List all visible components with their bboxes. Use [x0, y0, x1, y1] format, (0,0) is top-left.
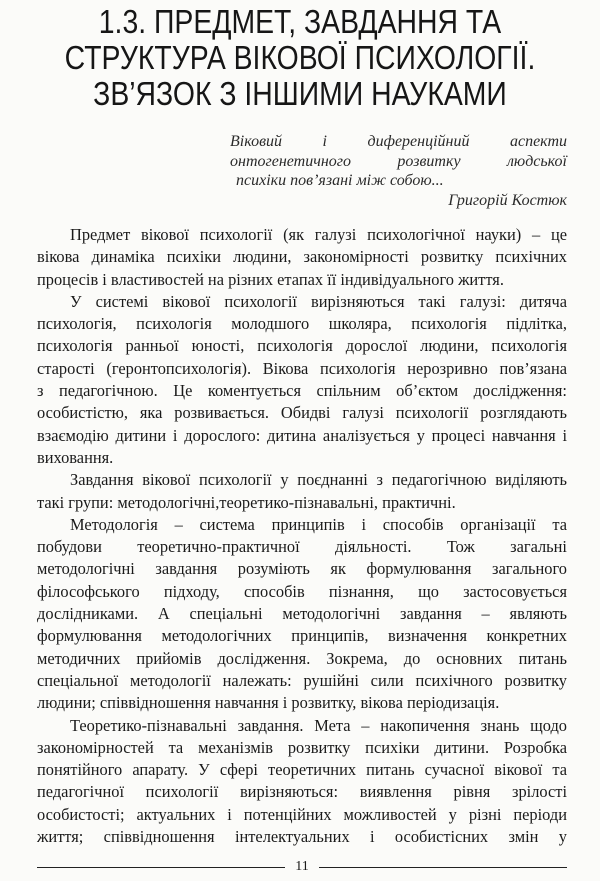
epigraph-author: Григорій Костюк: [448, 191, 567, 209]
text-line: формулювання методологічних принципів, визначення конкретних: [37, 626, 567, 646]
heading-line: СТРУКТУРА ВІКОВОЇ ПСИХОЛОГІЇ.: [64, 39, 536, 76]
text-line: філософського підходу, способів пізнання, що застосовується: [37, 581, 567, 601]
text-line: виховання.: [37, 447, 114, 467]
text-line: педагогічної психології вирізняються: виявлення рівня зрілості: [37, 782, 567, 802]
body-text: [37, 224, 567, 848]
text-line: особистістю, яка розвивається. Обидві галузі психології розглядають: [37, 403, 567, 423]
text-line: такі групи: методологічні,теоретико-пізнавальні, практичні.: [37, 492, 456, 512]
text-line: понятійного апарату. У сфері теоретичних питань сучасної вікової та: [37, 760, 567, 780]
text-line: психологія ранньої юності, психологія дорослої людини, психологія: [37, 336, 567, 356]
text-line: побудови теоретично-практичної діяльності. Тож загальні: [37, 537, 567, 557]
paragraph: [37, 715, 567, 849]
footer-rule-right: [319, 867, 567, 868]
text-line: Методологія – система принципів і способів організації та: [70, 514, 567, 534]
text-line: Завдання вікової психології у поєднанні з педагогічною виділяють: [70, 470, 567, 490]
text-line: Теоретико-пізнавальні завдання. Мета – накопичення знань щодо: [70, 715, 567, 735]
text-line: У системі вікової психології вирізняються такі галузі: дитяча: [70, 291, 567, 311]
paragraph: [37, 224, 567, 291]
epigraph-line: Віковий і диференційний аспекти: [230, 133, 567, 150]
text-line: Предмет вікової психології (як галузі психологічної науки) – це: [70, 225, 567, 244]
footer-rule-left: [37, 867, 285, 868]
heading-line: ЗВ’ЯЗОК З ІНШИМИ НАУКАМИ: [93, 75, 507, 112]
text-line: вікова динаміка психіки людини, закономірності розвитку психічних: [37, 247, 567, 267]
paragraph: [37, 514, 567, 715]
text-line: старості (геронтопсихологія). Вікова психологія нерозривно пов’язана: [37, 358, 567, 378]
text-line: процесів і властивостей на різних етапах її індивідуального життя.: [37, 269, 504, 289]
section-heading: [0, 4, 600, 112]
text-line: взаємодію дитини і дорослого: дитина аналізується у процесі навчання і: [37, 425, 567, 445]
page-footer: [37, 857, 567, 877]
page-number: 11: [295, 859, 309, 874]
text-line: життя; співвідношення інтелектуальних і особистісних змін у: [37, 827, 567, 847]
text-line: методичних прийомів дослідження. Зокрема, до основних питань: [37, 648, 567, 668]
text-line: методологічні завдання розуміють як формулювання загального: [37, 559, 567, 579]
epigraph: [230, 132, 567, 210]
paragraph: [37, 469, 567, 514]
text-line: з педагогічною. Це коментується спільним об’єктом дослідження:: [37, 381, 567, 401]
text-line: людини; співвідношення навчання і розвитку, вікова періодизація.: [37, 693, 500, 713]
text-line: психологія, психологія молодшого школяра, психологія підлітка,: [37, 314, 567, 334]
text-line: дослідниками. А спеціальні методологічні завдання – являють: [37, 604, 567, 624]
epigraph-line: онтогенетичного розвитку людської: [230, 152, 567, 170]
heading-line: 1.3. ПРЕДМЕТ, ЗАВДАННЯ ТА: [98, 3, 502, 40]
paragraph: [37, 291, 567, 469]
text-line: закономірностей та механізмів розвитку психіки дитини. Розробка: [37, 737, 567, 757]
text-line: спеціальної методології належать: рушійні сили психічного розвитку: [37, 670, 567, 690]
text-line: особистості; актуальних і потенційних можливостей у різні періоди: [37, 804, 567, 824]
epigraph-line: психіки пов’язані між собою...: [236, 172, 444, 190]
